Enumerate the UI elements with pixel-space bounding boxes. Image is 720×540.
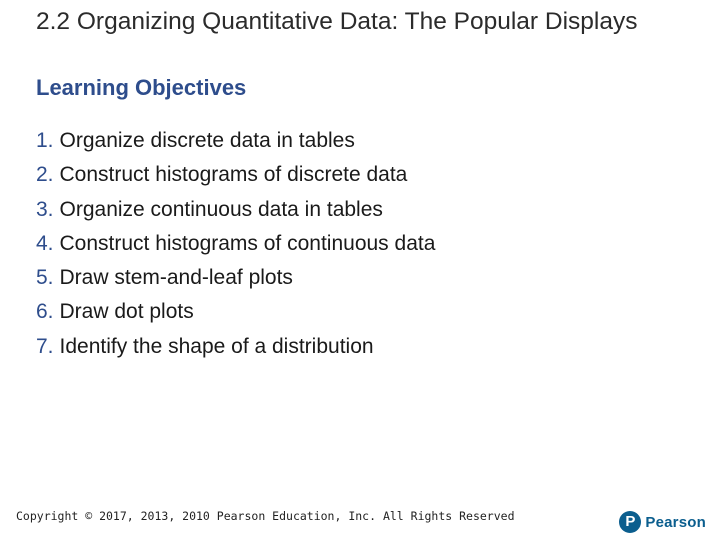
objective-item — [36, 158, 435, 192]
objective-number: 5. — [36, 266, 54, 290]
copyright-notice: Copyright © 2017, 2013, 2010 Pearson Education, Inc. All Rights Reserved — [16, 509, 515, 523]
objective-text: Construct histograms of discrete data — [59, 163, 408, 187]
objective-item — [36, 295, 435, 329]
objective-number: 6. — [36, 300, 54, 324]
objectives-list — [36, 124, 435, 364]
objective-number: 2. — [36, 163, 54, 187]
objective-text: Identify the shape of a distribution — [59, 334, 374, 358]
slide-title: 2.2 Organizing Quantitative Data: The Popular Displays — [36, 8, 638, 35]
objective-item — [36, 193, 435, 227]
slide-subtitle: Learning Objectives — [36, 75, 247, 100]
objective-text: Organize continuous data in tables — [59, 197, 383, 221]
objective-number: 4. — [36, 231, 54, 255]
pearson-logo-text: Pearson — [645, 513, 706, 531]
objective-item — [36, 261, 435, 295]
objective-item — [36, 124, 435, 158]
objective-number: 3. — [36, 197, 54, 221]
objective-text: Draw dot plots — [59, 300, 194, 324]
objective-text: Organize discrete data in tables — [59, 129, 355, 152]
objective-item — [36, 330, 435, 364]
pearson-logo — [619, 508, 706, 536]
pearson-logo-icon: P — [619, 511, 641, 533]
objective-number: 1. — [36, 129, 54, 152]
objective-text: Draw stem-and-leaf plots — [59, 266, 293, 290]
objective-item — [36, 227, 435, 261]
objective-number: 7. — [36, 334, 54, 358]
objective-text: Construct histograms of continuous data — [59, 231, 436, 255]
